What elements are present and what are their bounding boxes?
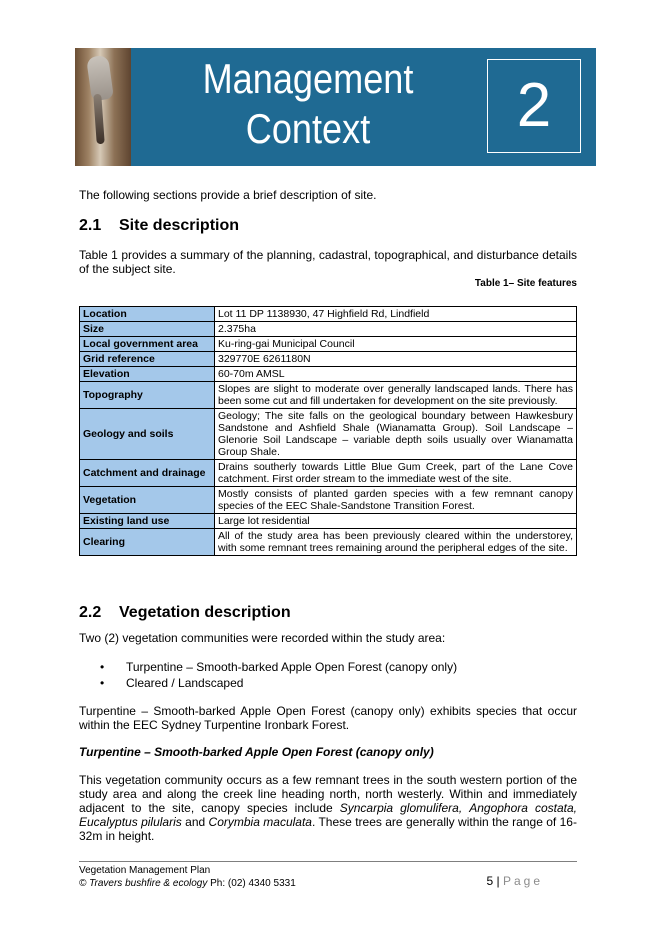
section-2-1-title: Site description xyxy=(119,217,240,234)
chapter-banner xyxy=(75,48,596,166)
section-2-2-title: Vegetation description xyxy=(119,604,291,621)
page-indicator xyxy=(486,875,543,888)
section-2-2-heading xyxy=(79,604,291,622)
table-row xyxy=(80,409,577,460)
chapter-title-line1: Management xyxy=(202,55,414,102)
row-value: 60-70m AMSL xyxy=(215,367,577,382)
species-syncarpia: Syncarpia glomulifera, xyxy=(339,801,463,815)
section-2-2-paragraph2: Turpentine – Smooth-barked Apple Open Forest (canopy only) exhibits species that occur within the EEC Sydney Turpentine Ironbark Forest. xyxy=(79,704,577,732)
row-value: Mostly consists of planted garden species with a few remnant canopy species of the EEC Shale-Sandstone Transition Forest. xyxy=(215,487,577,514)
footer-phone: Ph: (02) 4340 5331 xyxy=(207,878,296,889)
table-caption: Table 1– Site features xyxy=(474,278,577,289)
chapter-title-line2: Context xyxy=(245,105,371,152)
page-footer xyxy=(79,864,577,890)
section-2-2-number: 2.2 xyxy=(79,604,102,621)
row-label: Local government area xyxy=(80,337,215,352)
table-row xyxy=(80,460,577,487)
row-label: Location xyxy=(80,307,215,322)
section-2-2-paragraph1: Two (2) vegetation communities were recorded within the study area: xyxy=(79,631,446,645)
table-row xyxy=(80,514,577,529)
glider-tail xyxy=(93,94,104,144)
intro-text: The following sections provide a brief description of site. xyxy=(79,188,377,202)
separator: and xyxy=(181,815,209,829)
species-corymbia: Corymbia maculata xyxy=(208,815,312,829)
chapter-number: 2 xyxy=(487,59,581,153)
sugar-glider-photo xyxy=(75,48,131,166)
species-eucalyptus: Eucalyptus pilularis xyxy=(79,815,182,829)
table-row xyxy=(80,307,577,322)
row-label: Existing land use xyxy=(80,514,215,529)
page-word: Page xyxy=(502,874,543,888)
table-row xyxy=(80,322,577,337)
page-separator: | xyxy=(493,874,503,888)
table-row xyxy=(80,337,577,352)
row-label: Clearing xyxy=(80,529,215,556)
row-value: 329770E 6261180N xyxy=(215,352,577,367)
community-subheading: Turpentine – Smooth-barked Apple Open Forest (canopy only) xyxy=(79,745,434,759)
table-row xyxy=(80,352,577,367)
table-row xyxy=(80,382,577,409)
species-angophora: Angophora costata, xyxy=(469,801,577,815)
paragraph3-part2: . These trees are generally within the range of 16-32m in height. xyxy=(79,815,577,843)
section-2-1-paragraph: Table 1 provides a summary of the planning, cadastral, topographical, and disturbance details of the subject site. xyxy=(79,248,577,276)
page-number: 5 xyxy=(486,874,494,888)
row-label: Topography xyxy=(80,382,215,409)
row-value: All of the study area has been previously cleared within the understorey, with some remnant trees remaining around the peripheral edges of the site. xyxy=(215,529,577,556)
chapter-title xyxy=(189,54,426,154)
row-value: Large lot residential xyxy=(215,514,577,529)
table-row xyxy=(80,487,577,514)
community-list xyxy=(100,659,457,691)
table-row xyxy=(80,529,577,556)
list-item: • Turpentine – Smooth-barked Apple Open Forest (canopy only) xyxy=(100,659,457,675)
row-value: Lot 11 DP 1138930, 47 Highfield Rd, Lindfield xyxy=(215,307,577,322)
site-features-table xyxy=(79,306,577,556)
row-label: Grid reference xyxy=(80,352,215,367)
paragraph3-part1: This vegetation community occurs as a few remnant trees in the south western portion of the study area and along the creek line heading north, north westerly. Within and immediately adjacent to the site, canopy species include xyxy=(79,773,577,815)
row-value: 2.375ha xyxy=(215,322,577,337)
row-label: Catchment and drainage xyxy=(80,460,215,487)
row-label: Size xyxy=(80,322,215,337)
row-value: Ku-ring-gai Municipal Council xyxy=(215,337,577,352)
footer-copyright: © Travers bushfire & ecology xyxy=(79,878,208,889)
section-2-1-heading xyxy=(79,217,239,235)
row-label: Vegetation xyxy=(80,487,215,514)
footer-divider xyxy=(79,861,577,862)
row-label: Elevation xyxy=(80,367,215,382)
footer-doc-title: Vegetation Management Plan xyxy=(79,865,211,876)
list-item: • Cleared / Landscaped xyxy=(100,675,457,691)
table-row xyxy=(80,367,577,382)
row-value: Drains southerly towards Little Blue Gum Creek, part of the Lane Cove catchment. First order stream to the immediate west of the site. xyxy=(215,460,577,487)
row-value: Geology; The site falls on the geological boundary between Hawkesbury Sandstone and Ashfield Shale (Wianamatta Group). Soil Landscape – Glenorie Soil Landscape – variable depth soils usually over Wianamatta Group Shale. xyxy=(215,409,577,460)
row-label: Geology and soils xyxy=(80,409,215,460)
section-2-2-paragraph3 xyxy=(79,773,577,843)
row-value: Slopes are slight to moderate over generally landscaped lands. There has been some cut and fill undertaken for development on the site previously. xyxy=(215,382,577,409)
section-2-1-number: 2.1 xyxy=(79,217,102,234)
